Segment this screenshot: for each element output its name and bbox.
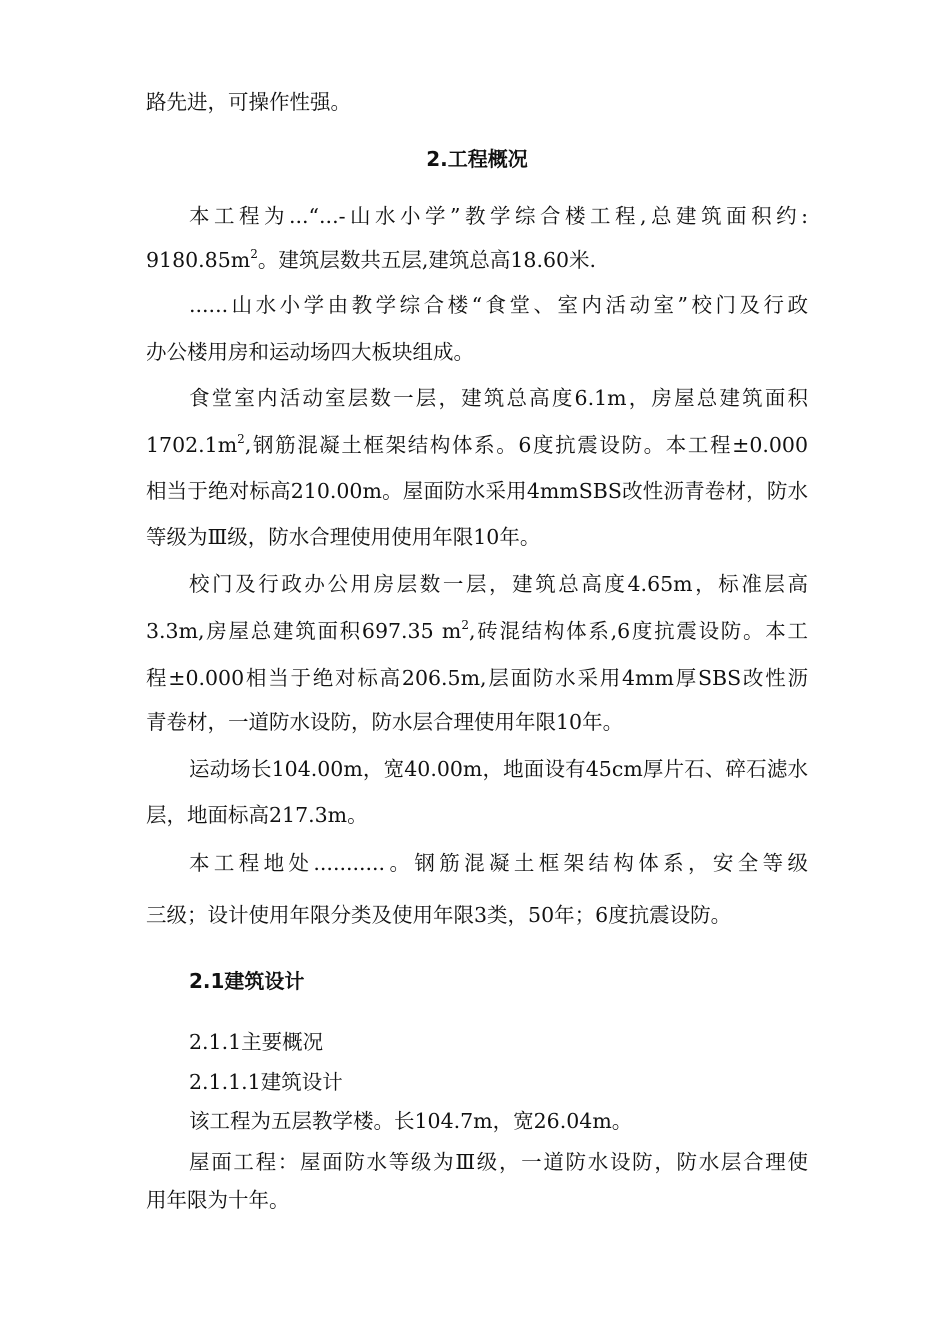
p3-line3: 相当于绝对标高210.00m。屋面防水采用4mmSBS改性沥青卷材，防水 (146, 479, 808, 503)
p3-area-sup: 2 (237, 432, 245, 446)
p4-line4: 青卷材，一道防水设防，防水层合理使用年限10年。 (146, 710, 624, 734)
p8-line1: 屋面工程：屋面防水等级为Ⅲ级，一道防水设防，防水层合理使 (189, 1150, 808, 1174)
p3-line2 (146, 431, 808, 459)
p1-line2-rest: 。建筑层数共五层,建筑总高18.60米. (257, 248, 597, 272)
p1-area-sup: 2 (250, 247, 258, 261)
p6-line1: 本工程地处...........。钢筋混凝土框架结构体系，安全等级 (189, 851, 808, 875)
p4-line1: 校门及行政办公用房层数一层，建筑总高度4.65m，标准层高 (189, 572, 808, 596)
p1-line1: 本工程为...“...-山水小学”教学综合楼工程,总建筑面积约: (189, 204, 808, 228)
p4-line2-rest: ,砖混结构体系,6度抗震设防。本工 (468, 619, 809, 643)
p3-line1: 食堂室内活动室层数一层，建筑总高度6.1m，房屋总建筑面积 (189, 386, 808, 410)
p2-line1: ......山水小学由教学综合楼“食堂、室内活动室”校门及行政 (189, 293, 808, 317)
intro-tail-line: 路先进，可操作性强。 (146, 90, 351, 114)
heading-2-1-1: 2.1.1主要概况 (189, 1030, 324, 1054)
p5-line2: 层，地面标高217.3m。 (146, 803, 368, 827)
p4-line3: 程±0.000相当于绝对标高206.5m,层面防水采用4mm厚SBS改性沥 (146, 666, 808, 690)
section-title: 2.工程概况 (426, 147, 528, 171)
p1-line2 (146, 246, 808, 274)
p3-line2-rest: ,钢筋混凝土框架结构体系。6度抗震设防。本工程±0.000 (244, 433, 808, 457)
p2-line2: 办公楼用房和运动场四大板块组成。 (146, 340, 474, 364)
p4-line2 (146, 617, 808, 645)
p3-area-value: 1702.1m (146, 433, 238, 457)
p6-line2: 三级；设计使用年限分类及使用年限3类，50年；6度抗震设防。 (146, 903, 732, 927)
subsection-title: 2.1建筑设计 (189, 969, 305, 993)
p7-line: 该工程为五层教学楼。长104.7m，宽26.04m。 (189, 1109, 633, 1133)
p1-area-value: 9180.85m (146, 248, 251, 272)
p4-area-value: 3.3m,房屋总建筑面积697.35 m (146, 619, 462, 643)
heading-2-1-1-1: 2.1.1.1建筑设计 (189, 1070, 343, 1094)
p5-line1: 运动场长104.00m，宽40.00m，地面设有45cm厚片石、碎石滤水 (189, 757, 808, 781)
p3-line4: 等级为Ⅲ级，防水合理使用使用年限10年。 (146, 525, 541, 549)
p4-area-sup: 2 (461, 618, 469, 632)
p8-line2: 用年限为十年。 (146, 1188, 290, 1212)
